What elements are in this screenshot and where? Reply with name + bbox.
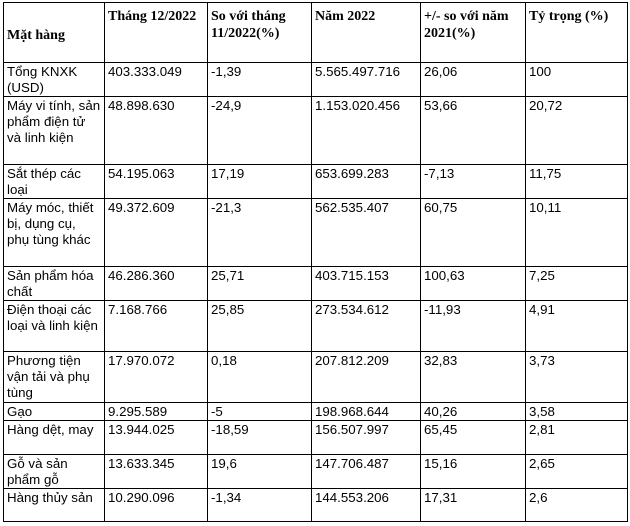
table-row [4, 63, 628, 97]
cell-vs-nov-2022: 19,6 [208, 455, 312, 489]
cell-share: 4,91 [526, 301, 628, 352]
cell-year-2022: 147.706.487 [312, 455, 421, 489]
cell-product: Máy vi tính, sản phẩm điện tử và linh kiện [4, 97, 105, 165]
cell-dec-2022: 403.333.049 [105, 63, 208, 97]
cell-vs-2021: 53,66 [421, 97, 526, 165]
table-row [4, 301, 628, 352]
export-table [3, 2, 628, 522]
table-row [4, 352, 628, 403]
cell-vs-nov-2022: 17,19 [208, 165, 312, 199]
cell-year-2022: 207.812.209 [312, 352, 421, 403]
cell-vs-2021: 26,06 [421, 63, 526, 97]
cell-share: 3,73 [526, 352, 628, 403]
cell-vs-2021: 32,83 [421, 352, 526, 403]
cell-dec-2022: 49.372.609 [105, 199, 208, 267]
cell-vs-2021: 15,16 [421, 455, 526, 489]
cell-product: Hàng dệt, may [4, 421, 105, 455]
cell-vs-2021: 65,45 [421, 421, 526, 455]
table-row [4, 403, 628, 421]
cell-product: Hàng thủy sản [4, 489, 105, 522]
cell-dec-2022: 54.195.063 [105, 165, 208, 199]
cell-year-2022: 5.565.497.716 [312, 63, 421, 97]
cell-vs-nov-2022: -21,3 [208, 199, 312, 267]
cell-vs-2021: 60,75 [421, 199, 526, 267]
cell-year-2022: 156.507.997 [312, 421, 421, 455]
cell-vs-nov-2022: 25,85 [208, 301, 312, 352]
cell-year-2022: 273.534.612 [312, 301, 421, 352]
cell-vs-2021: -11,93 [421, 301, 526, 352]
cell-dec-2022: 13.944.025 [105, 421, 208, 455]
table-row [4, 421, 628, 455]
cell-share: 20,72 [526, 97, 628, 165]
cell-product: Phương tiện vận tải và phụ tùng [4, 352, 105, 403]
table-row [4, 97, 628, 165]
table-row [4, 489, 628, 522]
cell-vs-2021: 100,63 [421, 267, 526, 301]
cell-year-2022: 1.153.020.456 [312, 97, 421, 165]
cell-year-2022: 144.553.206 [312, 489, 421, 522]
cell-vs-nov-2022: -1,34 [208, 489, 312, 522]
header-dec-2022: Tháng 12/2022 [105, 3, 208, 63]
header-vs-nov-2022: So với tháng 11/2022(%) [208, 3, 312, 63]
cell-dec-2022: 46.286.360 [105, 267, 208, 301]
table-header-row [4, 3, 628, 63]
cell-share: 2,65 [526, 455, 628, 489]
cell-share: 100 [526, 63, 628, 97]
cell-share: 11,75 [526, 165, 628, 199]
cell-year-2022: 653.699.283 [312, 165, 421, 199]
cell-vs-nov-2022: 25,71 [208, 267, 312, 301]
header-product: Mặt hàng [4, 3, 105, 63]
table-row [4, 199, 628, 267]
cell-share: 2,6 [526, 489, 628, 522]
cell-vs-2021: 17,31 [421, 489, 526, 522]
cell-product: Máy móc, thiết bị, dụng cụ, phụ tùng khác [4, 199, 105, 267]
cell-dec-2022: 48.898.630 [105, 97, 208, 165]
cell-vs-2021: -7,13 [421, 165, 526, 199]
header-share: Tỷ trọng (%) [526, 3, 628, 63]
cell-product: Tổng KNXK (USD) [4, 63, 105, 97]
table-row [4, 267, 628, 301]
cell-product: Sản phẩm hóa chất [4, 267, 105, 301]
cell-share: 10,11 [526, 199, 628, 267]
cell-product: Sắt thép các loại [4, 165, 105, 199]
header-vs-2021: +/- so với năm 2021(%) [421, 3, 526, 63]
cell-vs-nov-2022: -5 [208, 403, 312, 421]
cell-product: Điện thoại các loại và linh kiện [4, 301, 105, 352]
cell-dec-2022: 17.970.072 [105, 352, 208, 403]
cell-vs-nov-2022: -1,39 [208, 63, 312, 97]
cell-dec-2022: 10.290.096 [105, 489, 208, 522]
cell-share: 2,81 [526, 421, 628, 455]
cell-dec-2022: 9.295.589 [105, 403, 208, 421]
cell-dec-2022: 13.633.345 [105, 455, 208, 489]
cell-share: 3,58 [526, 403, 628, 421]
cell-vs-2021: 40,26 [421, 403, 526, 421]
cell-product: Gỗ và sản phẩm gỗ [4, 455, 105, 489]
cell-dec-2022: 7.168.766 [105, 301, 208, 352]
table-row [4, 165, 628, 199]
cell-year-2022: 198.968.644 [312, 403, 421, 421]
cell-vs-nov-2022: -24,9 [208, 97, 312, 165]
cell-share: 7,25 [526, 267, 628, 301]
cell-year-2022: 562.535.407 [312, 199, 421, 267]
table-row [4, 455, 628, 489]
cell-vs-nov-2022: 0,18 [208, 352, 312, 403]
cell-year-2022: 403.715.153 [312, 267, 421, 301]
cell-vs-nov-2022: -18,59 [208, 421, 312, 455]
table-body [4, 63, 628, 522]
cell-product: Gạo [4, 403, 105, 421]
header-year-2022: Năm 2022 [312, 3, 421, 63]
